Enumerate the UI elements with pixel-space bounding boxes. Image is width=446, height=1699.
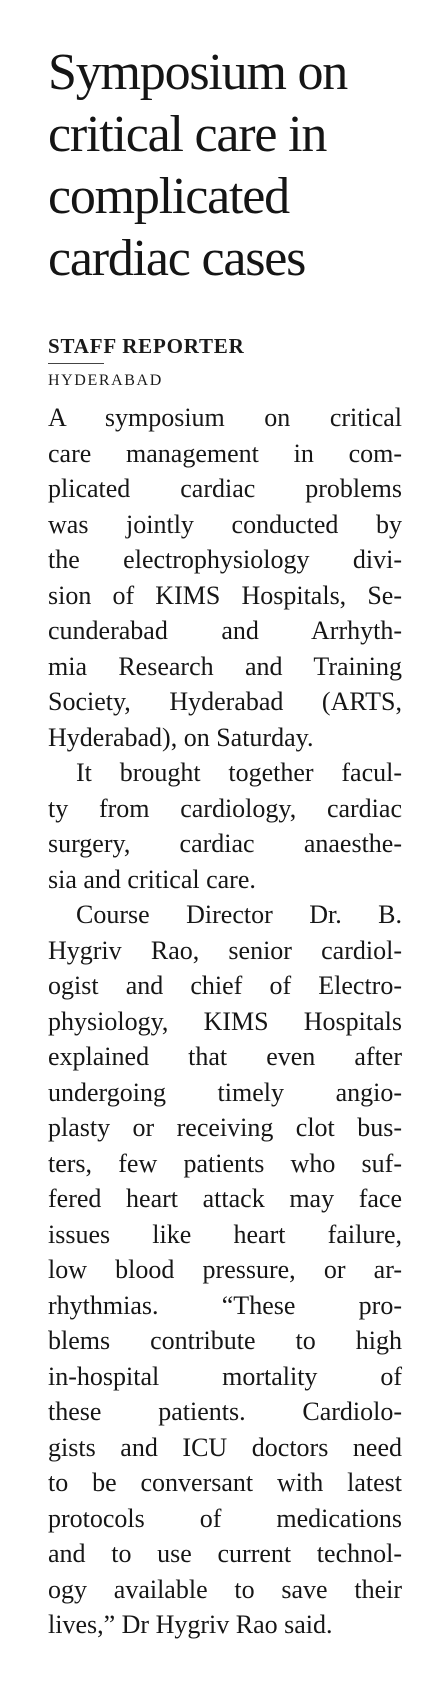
article-line: ogy available to save their <box>48 1574 402 1604</box>
byline: STAFF REPORTER <box>48 334 245 358</box>
article-line: plasty or receiving clot bus- <box>48 1113 402 1142</box>
article-line: fered heart attack may face <box>48 1184 402 1213</box>
article-line: It brought together facul- <box>76 758 402 787</box>
article-line: to be conversant with latest <box>48 1468 402 1497</box>
headline-line: complicated <box>48 168 289 225</box>
article-line: was jointly conducted by <box>48 509 402 539</box>
article-line: and to use current technol- <box>48 1539 402 1568</box>
article-line: Hyderabad), on Saturday. <box>48 722 314 752</box>
article-line: ters, few patients who suf- <box>48 1148 402 1178</box>
article-line: sion of KIMS Hospitals, Se- <box>48 580 402 610</box>
article-line: blems contribute to high <box>48 1326 402 1355</box>
article-line: care management in com- <box>48 438 402 468</box>
dateline: HYDERABAD <box>48 372 163 389</box>
article-paragraph <box>48 755 402 897</box>
article-line: protocols of medications <box>48 1503 402 1533</box>
article-line: ty from cardiology, cardiac <box>48 793 402 823</box>
article-line: A symposium on critical <box>48 403 402 432</box>
byline-rule <box>48 363 104 364</box>
headline-line: cardiac cases <box>48 230 306 287</box>
article-line: physiology, KIMS Hospitals <box>48 1006 402 1036</box>
article-line: explained that even after <box>48 1042 402 1071</box>
article-paragraph <box>48 400 402 755</box>
article-line: Hygriv Rao, senior cardiol- <box>48 935 402 965</box>
article-line: issues like heart failure, <box>48 1219 402 1249</box>
article-body <box>48 400 402 1643</box>
article-line: plicated cardiac problems <box>48 474 402 503</box>
article-line: surgery, cardiac anaesthe- <box>48 829 402 858</box>
article-line: Society, Hyderabad (ARTS, <box>48 687 402 716</box>
article-line: Course Director Dr. B. <box>76 900 402 929</box>
article-line: ogist and chief of Electro- <box>48 971 402 1000</box>
article-line: cunderabad and Arrhyth- <box>48 616 402 645</box>
article-paragraph <box>48 897 402 1643</box>
article-line: sia and critical care. <box>48 864 256 894</box>
article-line: low blood pressure, or ar- <box>48 1255 402 1284</box>
headline-line: Symposium on <box>48 44 348 101</box>
article-line: gists and ICU doctors need <box>48 1432 402 1462</box>
byline-block <box>48 334 402 392</box>
headline-line: critical care in <box>48 106 327 163</box>
article-line: in-hospital mortality of <box>48 1361 402 1391</box>
article-line: undergoing timely angio- <box>48 1077 402 1107</box>
article-line: mia Research and Training <box>48 651 402 681</box>
article-line: these patients. Cardiolo- <box>48 1397 402 1426</box>
article-line: the electrophysiology divi- <box>48 545 402 574</box>
article-line: rhythmias. “These pro- <box>48 1290 402 1320</box>
article-line: lives,” Dr Hygriv Rao said. <box>48 1610 333 1639</box>
headline <box>48 42 402 290</box>
